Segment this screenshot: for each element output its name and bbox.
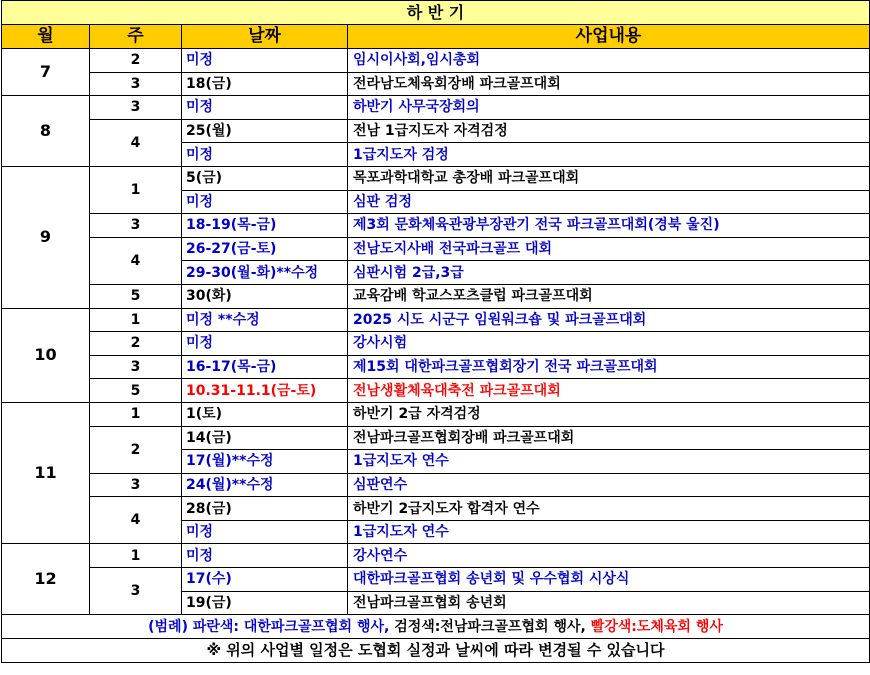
week-cell: 2 [90,49,182,73]
content-text: 강사시험 [353,335,408,352]
content-cell [348,190,870,214]
date-cell: 미정 [182,190,348,214]
content-text: 심판연수 [353,476,408,493]
content-text: 하반기 2급 자격검정 [353,406,481,423]
date-cell: 26-27(금-토) [182,237,348,261]
month-cell: 7 [2,49,90,96]
table-row [2,96,870,120]
date-cell: 미정 **수정 [182,308,348,332]
table-row [2,568,870,592]
date-cell: 10.31-11.1(금-토) [182,379,348,403]
date-cell: 30(화) [182,284,348,308]
date-cell: 미정 [182,49,348,73]
date-cell: 1(토) [182,402,348,426]
content-cell [348,96,870,120]
content-cell [348,237,870,261]
week-cell: 3 [90,568,182,615]
table-row [2,473,870,497]
content-text: 대한파크골프협회 송년회 및 우수협회 시상식 [353,571,630,588]
legend-blue: (범례) 파란색: 대한파크골프협회 행사, [148,618,395,635]
table-row [2,119,870,143]
content-cell [348,143,870,167]
content-text: 전남생활체육대축전 파크골프대회 [353,382,561,399]
content-cell [348,473,870,497]
date-cell: 25(월) [182,119,348,143]
date-cell: 미정 [182,332,348,356]
content-text: 심판시험 2급,3급 [353,264,464,281]
week-cell: 1 [90,544,182,568]
table-row [2,72,870,96]
content-text: 전남도지사배 전국파크골프 대회 [353,241,553,258]
month-cell: 8 [2,96,90,167]
content-text: 전남 1급지도자 자격검정 [353,123,508,140]
content-text: 교육감배 학교스포츠클럽 파크골프대회 [353,288,593,305]
date-cell: 16-17(목-금) [182,355,348,379]
table-row [2,497,870,521]
table-row [2,355,870,379]
content-cell [348,591,870,615]
month-cell: 11 [2,402,90,544]
table-row [2,332,870,356]
content-text: 목포과학대학교 총장배 파크골프대회 [353,170,580,187]
date-cell: 17(월)**수정 [182,450,348,474]
content-text: 1급지도자 검정 [353,146,449,163]
content-cell [348,402,870,426]
content-text: 제15회 대한파크골프협회장기 전국 파크골프대회 [353,359,658,376]
date-cell: 미정 [182,96,348,120]
header-row [2,25,870,49]
content-cell [348,497,870,521]
content-text: 강사연수 [353,547,408,564]
week-cell: 1 [90,166,182,213]
content-text: 하반기 2급지도자 합격자 연수 [353,500,540,517]
table-row [2,379,870,403]
legend-red: 빨강색:도체육회 행사 [590,618,723,635]
week-cell: 4 [90,119,182,166]
month-cell: 10 [2,308,90,402]
table-row [2,308,870,332]
week-cell: 2 [90,426,182,473]
content-cell [348,308,870,332]
table-row [2,426,870,450]
content-text: 2025 시도 시군구 임원워크숍 및 파크골프대회 [353,311,647,328]
week-cell: 1 [90,308,182,332]
content-cell [348,544,870,568]
table-title: 하 반 기 [2,1,870,25]
header-content: 사업내용 [348,25,870,49]
date-cell: 17(수) [182,568,348,592]
header-month: 월 [2,25,90,49]
content-text: 전남파크골프협회장배 파크골프대회 [353,429,575,446]
date-cell: 미정 [182,143,348,167]
week-cell: 1 [90,402,182,426]
month-cell: 12 [2,544,90,615]
content-cell [348,261,870,285]
date-cell: 29-30(월-화)**수정 [182,261,348,285]
content-cell [348,568,870,592]
date-cell: 미정 [182,520,348,544]
date-cell: 미정 [182,544,348,568]
content-cell [348,450,870,474]
week-cell: 3 [90,214,182,238]
date-cell: 24(월)**수정 [182,473,348,497]
content-cell [348,214,870,238]
content-text: 1급지도자 연수 [353,453,449,470]
table-row [2,544,870,568]
week-cell: 3 [90,72,182,96]
content-text: 전남파크골프협회 송년회 [353,594,507,611]
date-cell: 14(금) [182,426,348,450]
table-row [2,237,870,261]
header-date: 날짜 [182,25,348,49]
schedule-table [1,0,870,663]
content-text: 임시이사회,임시총회 [353,52,481,69]
footer-note: ※ 위의 사업별 일정은 도협회 실정과 날씨에 따라 변경될 수 있습니다 [2,639,870,663]
legend-row [2,615,870,639]
week-cell: 2 [90,332,182,356]
week-cell: 3 [90,355,182,379]
content-text: 1급지도자 연수 [353,524,449,541]
month-cell: 9 [2,166,90,308]
content-cell [348,520,870,544]
content-cell [348,166,870,190]
content-cell [348,49,870,73]
table-row [2,402,870,426]
content-cell [348,426,870,450]
content-cell [348,379,870,403]
date-cell: 19(금) [182,591,348,615]
content-text: 전라남도체육회장배 파크골프대회 [353,75,561,92]
content-text: 심판 검정 [353,193,412,210]
table-row [2,214,870,238]
week-cell: 3 [90,96,182,120]
date-cell: 18-19(목-금) [182,214,348,238]
content-cell [348,72,870,96]
week-cell: 5 [90,284,182,308]
content-text: 제3회 문화체육관광부장관기 전국 파크골프대회(경북 울진) [353,217,720,234]
week-cell: 4 [90,237,182,284]
content-cell [348,284,870,308]
content-cell [348,119,870,143]
week-cell: 5 [90,379,182,403]
date-cell: 18(금) [182,72,348,96]
content-text: 하반기 사무국장회의 [353,99,480,116]
header-week: 주 [90,25,182,49]
date-cell: 5(금) [182,166,348,190]
content-cell [348,355,870,379]
date-cell: 28(금) [182,497,348,521]
table-row [2,166,870,190]
week-cell: 4 [90,497,182,544]
week-cell: 3 [90,473,182,497]
content-cell [348,332,870,356]
table-row [2,49,870,73]
legend-black: 검정색:전남파크골프협회 행사, [394,618,591,635]
table-row [2,284,870,308]
